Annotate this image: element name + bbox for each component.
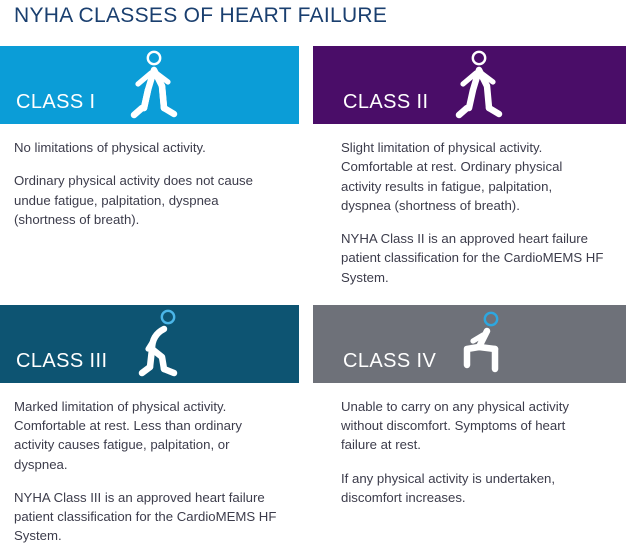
walking-person-icon: [118, 46, 198, 124]
class-2-label: CLASS II: [343, 91, 429, 113]
class-4-banner: [313, 305, 626, 383]
class-4-text: [313, 383, 626, 507]
class-1-paragraph-1: No limitations of physical activity.: [14, 140, 206, 155]
class-1-banner: [0, 46, 299, 124]
seated-person-icon: [443, 305, 523, 383]
class-2-paragraph-1: Slight limitation of physical activity. Comfortable at rest. Ordinary physical activity results in fatigue, palpitation, dyspnea (shortness of breath).: [341, 140, 563, 213]
class-3-label: CLASS III: [16, 349, 108, 372]
class-grid: [0, 46, 626, 560]
class-3-paragraph-1: Marked limitation of physical activity. Comfortable at rest. Less than ordinary activity causes fatigue, palpitation, or dyspnea.: [14, 398, 242, 472]
class-2-banner: [313, 46, 626, 124]
class-card-3: [0, 301, 313, 560]
class-3-text: [0, 383, 299, 546]
class-1-text: [0, 124, 299, 229]
class-1-label: CLASS I: [16, 91, 96, 113]
walking-person-icon: [443, 46, 523, 124]
stooped-person-icon: [118, 305, 198, 383]
class-1-paragraph-2: Ordinary physical activity does not cause undue fatigue, palpitation, dyspnea (shortness of breath).: [14, 173, 253, 227]
class-card-1: [0, 46, 313, 301]
class-card-2: [313, 46, 626, 301]
class-2-text: [313, 124, 626, 287]
class-3-paragraph-2: NYHA Class III is an approved heart failure patient classification for the CardioMEMS HF System.: [14, 489, 277, 544]
class-2-paragraph-2: NYHA Class II is an approved heart failure patient classification for the CardioMEMS HF System.: [341, 231, 604, 285]
class-4-paragraph-1: Unable to carry on any physical activity without discomfort. Symptoms of heart failure at rest.: [341, 398, 569, 453]
class-4-label: CLASS IV: [343, 349, 437, 372]
class-card-4: [313, 301, 626, 560]
class-4-paragraph-2: If any physical activity is undertaken, discomfort increases.: [341, 470, 556, 505]
page-title: NYHA CLASSES OF HEART FAILURE: [14, 4, 388, 27]
class-3-banner: [0, 305, 299, 383]
